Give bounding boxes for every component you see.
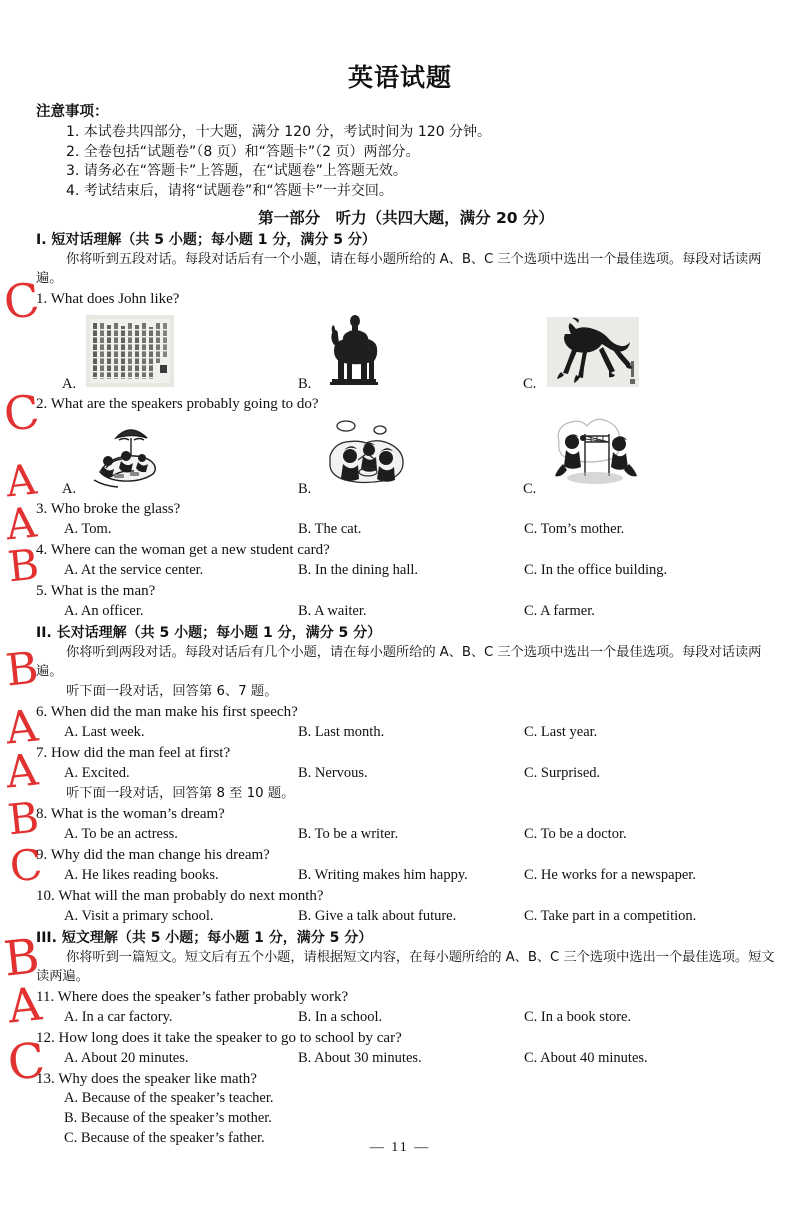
notice-list	[36, 123, 776, 201]
option-row	[36, 520, 776, 539]
section-3-instruction: 你将听到一篇短文。短文后有五个小题，请根据短文内容，在每小题所给的 A、B、C 三个选项中选出一个最佳选项。短文读两遍。	[36, 950, 775, 984]
option-c[interactable]: C. Last year.	[524, 724, 598, 740]
question-stem: 12. How long does it take the speaker to go to school by car?	[36, 1030, 402, 1046]
handwritten-answer-11: B	[1, 928, 43, 988]
section-3-heading: III. 短文理解（共 5 小题；每小题 1 分，满分 5 分）	[36, 930, 373, 946]
option-b[interactable]: B. In a school.	[298, 1009, 383, 1025]
option-c[interactable]: C. About 40 minutes.	[524, 1050, 648, 1066]
option-b[interactable]: B. In the dining hall.	[298, 562, 419, 578]
option-label: C.	[523, 481, 537, 497]
option-a[interactable]: A. Visit a primary school.	[64, 908, 214, 924]
handwritten-answer-2: C	[1, 384, 42, 442]
handwritten-answer-4: A	[3, 497, 39, 550]
option-b[interactable]: B. About 30 minutes.	[298, 1050, 422, 1066]
option-c[interactable]: C. In the office building.	[524, 562, 668, 578]
option-row	[36, 907, 776, 926]
option-label: B.	[298, 376, 312, 392]
question-stem: 13. Why does the speaker like math?	[36, 1071, 257, 1087]
option-a[interactable]: A. Last week.	[64, 724, 145, 740]
question-stem: 2. What are the speakers probably going to do?	[36, 396, 319, 412]
option-a[interactable]: A. To be an actress.	[64, 826, 178, 842]
question-stem: 8. What is the woman’s dream?	[36, 806, 225, 822]
option-c[interactable]: C. In a book store.	[524, 1009, 632, 1025]
handwritten-answer-8: A	[3, 744, 41, 799]
handwritten-answer-12: A	[5, 976, 44, 1034]
option-b[interactable]: B. Nervous.	[298, 765, 368, 781]
question-stem: 7. How did the man feel at first?	[36, 745, 231, 761]
option-label: A.	[62, 481, 77, 497]
option-row	[36, 561, 776, 580]
section-2-instruction: 你将听到两段对话。每段对话后有几个小题，请在每小题所给的 A、B、C 三个选项中选出一个最佳选项。每段对话读两遍。	[36, 645, 762, 679]
question-stem: 10. What will the man probably do next month?	[36, 888, 324, 904]
handwritten-answer-3: A	[3, 454, 39, 507]
section-1-heading: I. 短对话理解（共 5 小题；每小题 1 分，满分 5 分）	[36, 232, 376, 248]
question-stem: 5. What is the man?	[36, 583, 156, 599]
option-b[interactable]: B. The cat.	[298, 521, 362, 537]
handwritten-answer-9: B	[5, 792, 42, 845]
option-row	[36, 1008, 776, 1027]
option-c[interactable]: C. Surprised.	[524, 765, 601, 781]
option-c[interactable]: C. Tom’s mother.	[524, 521, 625, 537]
question-stem: 6. When did the man make his first speech?	[36, 704, 298, 720]
option-row	[36, 764, 776, 783]
children-eating-outdoors-icon	[322, 414, 414, 492]
option-a[interactable]: A. He likes reading books.	[64, 867, 219, 883]
notice-item: 1. 本试卷共四部分，十大题，满分 120 分，考试时间为 120 分钟。	[66, 124, 492, 140]
chinese-calligraphy-scroll-icon	[86, 315, 174, 387]
part-one-heading: 第一部分 听力（共四大题，满分 20 分）	[258, 209, 554, 227]
option-label: A.	[62, 376, 77, 392]
notice-item: 3. 请务必在“答题卡”上答题，在“试题卷”上答题无效。	[66, 163, 407, 179]
option-a[interactable]: A. Because of the speaker’s teacher.	[64, 1090, 274, 1106]
option-row	[36, 825, 776, 844]
option-b[interactable]: B. To be a writer.	[298, 826, 399, 842]
option-label: C.	[523, 376, 537, 392]
section-2-sub-instruction-2: 听下面一段对话，回答第 8 至 10 题。	[66, 786, 295, 801]
exam-content	[36, 100, 776, 1149]
option-row	[36, 723, 776, 742]
picture-option-row	[36, 311, 776, 393]
question-stem: 3. Who broke the glass?	[36, 501, 181, 517]
option-c[interactable]: C. He works for a newspaper.	[524, 867, 696, 883]
option-row	[36, 866, 776, 885]
section-1-instruction: 你将听到五段对话。每段对话后有一个小题，请在每小题所给的 A、B、C 三个选项中选出一个最佳选项。每段对话读两遍。	[36, 252, 762, 286]
option-a[interactable]: A. Excited.	[64, 765, 130, 781]
section-2-heading: II. 长对话理解（共 5 小题；每小题 1 分，满分 5 分）	[36, 625, 382, 641]
picture-option-row	[36, 416, 776, 498]
option-a[interactable]: A. In a car factory.	[64, 1009, 173, 1025]
notice-item: 2. 全卷包括“试题卷”（8 页）和“答题卡”（2 页）两部分。	[66, 143, 420, 160]
picnic-under-umbrella-icon	[86, 416, 172, 492]
question-stem: 1. What does John like?	[36, 291, 180, 307]
handwritten-answer-13: C	[5, 1032, 48, 1092]
page-number: — 11 —	[369, 1140, 431, 1155]
option-a[interactable]: A. An officer.	[64, 603, 144, 619]
handwritten-answer-7: A	[3, 700, 41, 755]
page-title: 英语试题	[347, 63, 452, 92]
handwritten-answer-6: B	[3, 642, 41, 697]
handwritten-answer-5: B	[5, 539, 42, 592]
section-2-sub-instruction-1: 听下面一段对话，回答第 6、7 题。	[66, 684, 278, 699]
option-c[interactable]: C. A farmer.	[524, 603, 595, 619]
option-b[interactable]: B. Last month.	[298, 724, 385, 740]
option-row	[36, 1049, 776, 1068]
option-b[interactable]: B. Give a talk about future.	[298, 908, 457, 924]
question-stem: 4. Where can the woman get a new student card?	[36, 542, 330, 558]
option-a[interactable]: A. At the service center.	[64, 562, 204, 578]
notice-item: 4. 考试结束后，请将“试题卷”和“答题卡”一并交回。	[66, 182, 393, 199]
notice-heading: 注意事项：	[36, 104, 109, 120]
option-b[interactable]: B. Because of the speaker’s mother.	[64, 1110, 272, 1126]
question-stem: 11. Where does the speaker’s father probably work?	[36, 989, 349, 1005]
option-b[interactable]: B. Writing makes him happy.	[298, 867, 468, 883]
option-c[interactable]: C. Take part in a competition.	[524, 908, 697, 924]
ink-wash-galloping-horse-painting-icon	[547, 317, 639, 387]
handwritten-answer-10: C	[7, 839, 45, 892]
option-a[interactable]: A. Tom.	[64, 521, 112, 537]
tang-horse-rider-figurine-icon	[322, 309, 384, 387]
option-a[interactable]: A. About 20 minutes.	[64, 1050, 189, 1066]
option-c[interactable]: C. To be a doctor.	[524, 826, 627, 842]
option-label: B.	[298, 481, 312, 497]
option-b[interactable]: B. A waiter.	[298, 603, 367, 619]
question-stem: 9. Why did the man change his dream?	[36, 847, 270, 863]
option-c[interactable]: C. Because of the speaker’s father.	[64, 1130, 265, 1146]
handwritten-answer-1: C	[1, 272, 42, 330]
children-playing-badminton-icon	[547, 412, 641, 492]
option-row	[36, 602, 776, 621]
